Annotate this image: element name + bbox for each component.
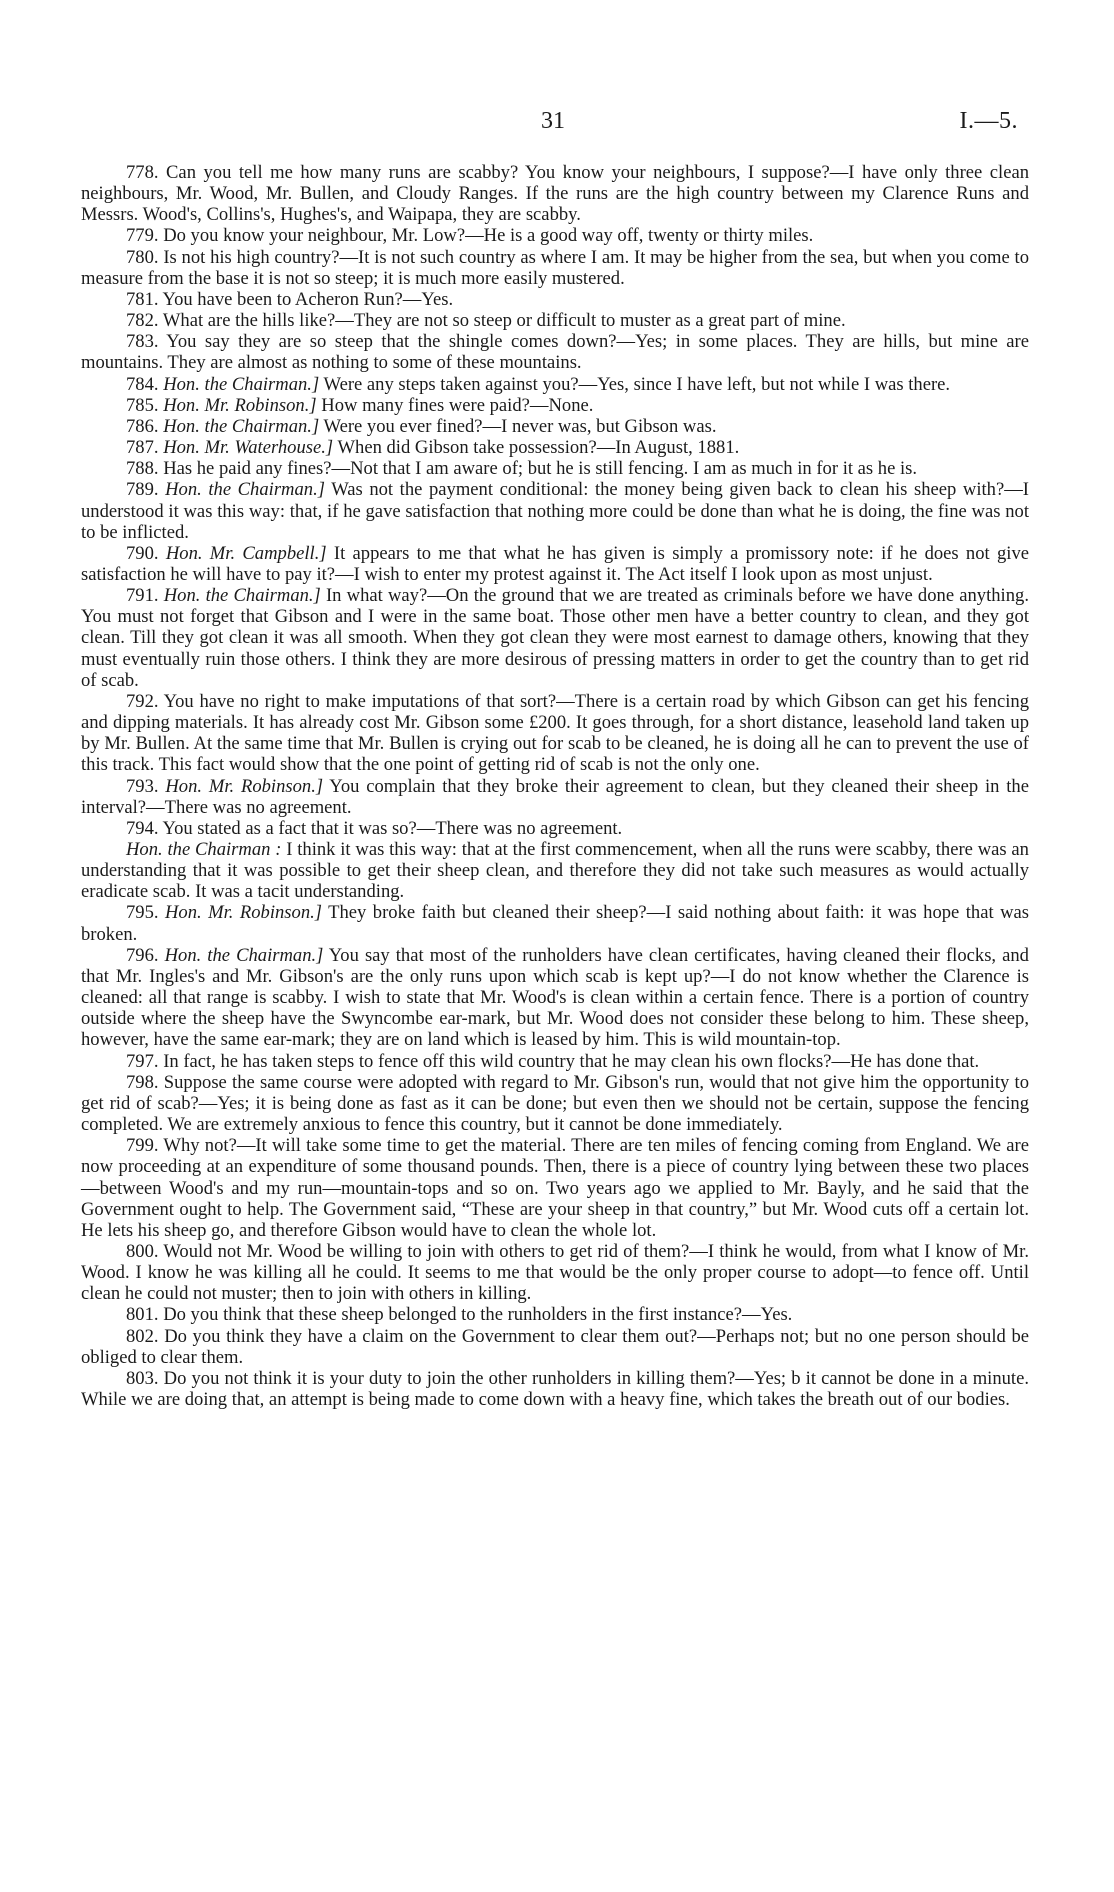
question-783: 783. You say they are so steep that the shingle comes down?—Yes; in some places. They are hills, but mine are mountains. They are almost as nothing to some of these mountains. [81, 331, 1029, 374]
speaker-label: Hon. the Chairman.] [165, 479, 325, 501]
question-794: 794. You stated as a fact that it was so?—There was no agreement. [126, 817, 623, 839]
question-795: 795. Hon. Mr. Robinson.] They broke faith but cleaned their sheep?—I said nothing about faith: it was hope that was broken. [81, 902, 1029, 945]
chairman-remark: Hon. the Chairman : I think it was this way: that at the first commencement, when all the runs were scabby, there was an understanding that it was possible to get their sheep clean, and therefore they did not take such measures as would actually eradicate scab. It was a tacit understanding. [81, 839, 1029, 903]
evidence-body [81, 162, 1029, 1410]
question-779: 779. Do you know your neighbour, Mr. Low?—He is a good way off, twenty or thirty miles. [126, 225, 814, 247]
speaker-label: Hon. the Chairman.] [163, 415, 320, 437]
speaker-label: Hon. the Chairman.] [163, 373, 320, 395]
question-780: 780. Is not his high country?—It is not such country as where I am. It may be higher from the sea, but when you come to measure from the base it is not so steep; it is much more easily mustered. [81, 246, 1029, 289]
document-reference: I.—5. [959, 108, 1018, 134]
question-800: 800. Would not Mr. Wood be willing to join with others to get rid of them?—I think he would, from what I know of Mr. Wood. I know he was killing all he could. It seems to me that would be the only proper course to adopt—to fence off. Until clean he could not muster; then to join with others in killing. [81, 1240, 1029, 1305]
speaker-label: Hon. Mr. Robinson.] [165, 902, 323, 924]
speaker-label: Hon. Mr. Robinson.] [163, 394, 317, 416]
question-791: 791. Hon. the Chairman.] In what way?—On the ground that we are treated as criminals before we have done anything. You must not forget that Gibson and I were in the same boat. Those other men have a better country to clean, and they got clean. Till they got clean it was all smooth. When they got clean they were most earnest to damage others, knowing that they must eventually ruin those others. I think they are more desirous of pressing matters in order to get the country than to get rid of scab. [81, 585, 1029, 691]
question-781: 781. You have been to Acheron Run?—Yes. [126, 288, 454, 310]
speaker-label: Hon. Mr. Waterhouse.] [163, 437, 334, 459]
question-787: 787. Hon. Mr. Waterhouse.] When did Gibson take possession?—In August, 1881. [126, 437, 740, 459]
question-793: 793. Hon. Mr. Robinson.] You complain that they broke their agreement to clean, but they cleaned their sheep in the interval?—There was no agreement. [81, 775, 1029, 818]
question-792: 792. You have no right to make imputations of that sort?—There is a certain road by which Gibson can get his fencing and dipping materials. It has already cost Mr. Gibson some £200. It goes through, for a short distance, leasehold land taken up by Mr. Bullen. At the same time that Mr. Bullen is crying out for scab to be cleaned, he is doing all he can to prevent the use of this track. This fact would show that the one point of getting rid of scab is not the only one. [81, 690, 1029, 776]
question-786: 786. Hon. the Chairman.] Were you ever fined?—I never was, but Gibson was. [126, 415, 717, 437]
speaker-label: Hon. Mr. Robinson.] [165, 775, 324, 797]
question-798: 798. Suppose the same course were adopted with regard to Mr. Gibson's run, would that not give him the opportunity to get rid of scab?—Yes; it is being done as fast as it can be done; but even then we should not be certain, suppose the fencing completed. We are extremely anxious to fence this country, but it cannot be done immediately. [81, 1071, 1029, 1136]
question-789: 789. Hon. the Chairman.] Was not the payment conditional: the money being given back to clean his sheep with?—I understood it was this way: that, if he gave satisfaction that nothing more could be done than what he is doing, the fine was not to be inflicted. [81, 479, 1029, 543]
question-785: 785. Hon. Mr. Robinson.] How many fines were paid?—None. [126, 394, 594, 416]
question-802: 802. Do you think they have a claim on the Government to clear them out?—Perhaps not; but no one person should be obliged to clear them. [81, 1325, 1029, 1368]
question-778: 778. Can you tell me how many runs are scabby? You know your neighbours, I suppose?—I have only three clean neighbours, Mr. Wood, Mr. Bullen, and Cloudy Ranges. If the runs are the high country between my Clarence Runs and Messrs. Wood's, Collins's, Hughes's, and Waipapa, they are scabby. [81, 162, 1029, 226]
question-790: 790. Hon. Mr. Campbell.] It appears to me that what he has given is simply a promissory note: if he does not give satisfaction he will have to pay it?—I wish to enter my protest against it. The Act itself I look upon as most unjust. [81, 542, 1029, 585]
question-788: 788. Has he paid any fines?—Not that I am aware of; but he is still fencing. I am as much in for it as he is. [126, 458, 918, 480]
question-797: 797. In fact, he has taken steps to fence off this wild country that he may clean his own flocks?—He has done that. [126, 1050, 980, 1072]
speaker-label: Hon. the Chairman.] [164, 944, 324, 966]
question-796: 796. Hon. the Chairman.] You say that most of the runholders have clean certificates, having cleaned their flocks, and that Mr. Ingles's and Mr. Gibson's are the only runs upon which scab is kept up?—I do not know whether the Clarence is cleaned: all that range is scabby. I wish to state that Mr. Wood's is clean within a certain fence. There is a portion of country outside where the sheep have the Swyncombe ear-mark, but Mr. Wood does not consider these belong to him. These sheep, however, have the same ear-mark; they are on land which is leased by him. This is wild mountain-top. [81, 944, 1029, 1051]
speaker-label: Hon. the Chairman.] [163, 585, 321, 607]
question-801: 801. Do you think that these sheep belonged to the runholders in the first instance?—Yes. [126, 1304, 793, 1326]
question-799: 799. Why not?—It will take some time to get the material. There are ten miles of fencing coming from England. We are now proceeding at an expenditure of some thousand pounds. Then, there is a piece of country lying between these two places—between Wood's and my run—mountain-tops and so on. Two years ago we applied to Mr. Bayly, and he said that the Government ought to help. The Government said, “These are your sheep in that country,” but Mr. Wood cuts off a certain lot. He lets his sheep go, and therefore Gibson would have to clean the whole lot. [81, 1135, 1029, 1241]
question-782: 782. What are the hills like?—They are not so steep or difficult to muster as a great part of mine. [126, 310, 846, 332]
speaker-label: Hon. the Chairman : [126, 839, 282, 860]
speaker-label: Hon. Mr. Campbell.] [165, 542, 327, 564]
page-number: 31 [541, 108, 565, 134]
question-784: 784. Hon. the Chairman.] Were any steps taken against you?—Yes, since I have left, but not while I was there. [126, 373, 951, 395]
page-header [0, 108, 1114, 138]
question-803: 803. Do you not think it is your duty to join the other runholders in killing them?—Yes; b it cannot be done in a minute. While we are doing that, an attempt is being made to come down with a heavy fine, which takes the breath out of our bodies. [81, 1367, 1029, 1411]
